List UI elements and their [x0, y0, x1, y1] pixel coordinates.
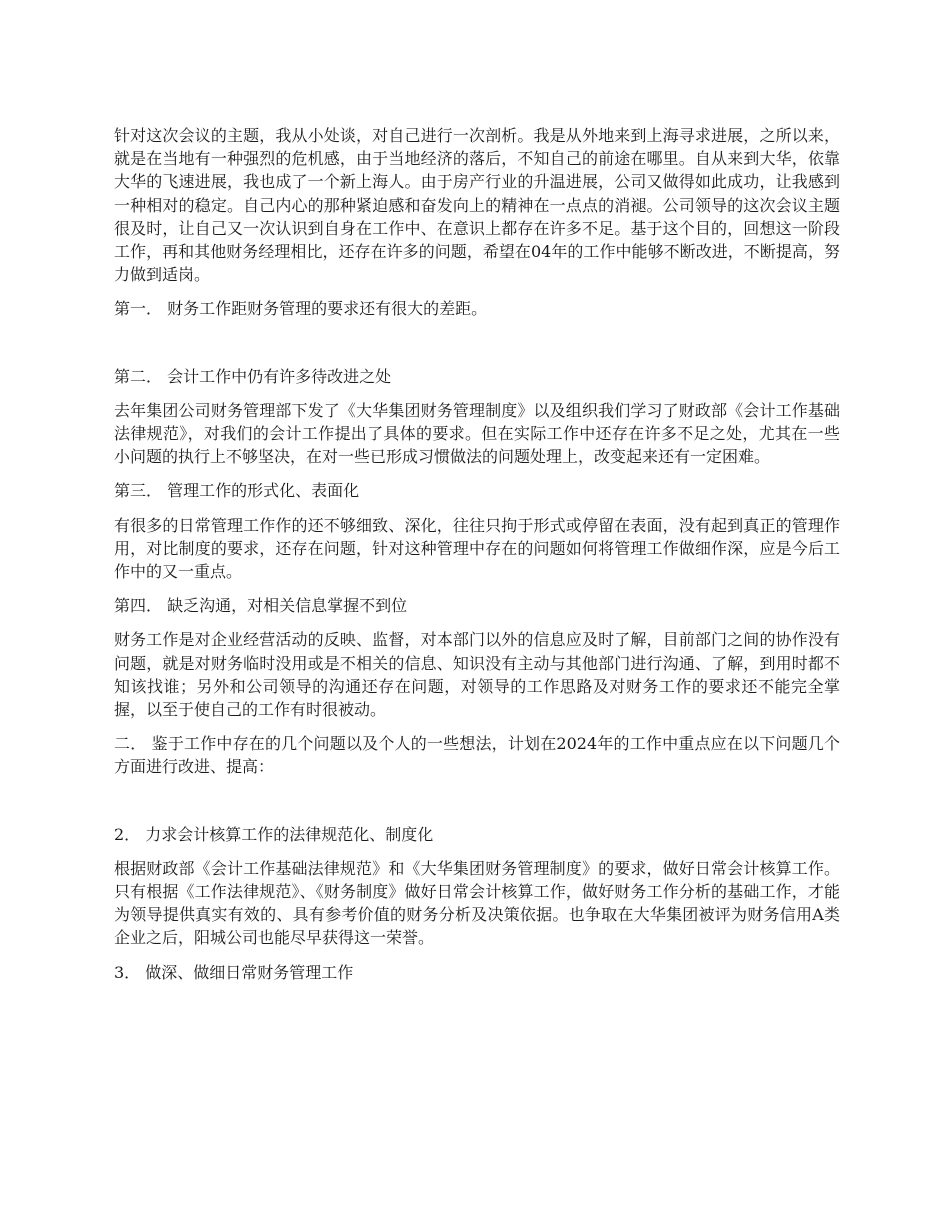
- heading-item-2: 2． 力求会计核算工作的法律规范化、制度化: [114, 824, 434, 844]
- heading-first: 第一． 财务工作距财务管理的要求还有很大的差距。: [114, 299, 488, 319]
- heading-second: 第二． 会计工作中仍有许多待改进之处: [114, 366, 392, 386]
- paragraph-fourth-body: 财务工作是对企业经营活动的反映、监督，对本部门以外的信息应及时了解，目前部门之间的协作没有问题，就是对财务临时没用或是不相关的信息、知识没有主动与其他部门进行沟通、了解，到用时都不知该找谁；另外和公司领导的沟通还存在问题，对领导的工作思路及对财务工作的要求还不能完全掌握，以至于使自己的工作有时很被动。: [114, 630, 840, 720]
- heading-third: 第三． 管理工作的形式化、表面化: [114, 481, 360, 501]
- paragraph-third-body: 有很多的日常管理工作作的还不够细致、深化，往往只拘于形式或停留在表面，没有起到真正的管理作用，对比制度的要求，还存在问题，针对这种管理中存在的问题如何将管理工作做细作深，应是今后工作中的又一重点。: [114, 515, 840, 582]
- intro-paragraph: 针对这次会议的主题，我从小处谈，对自己进行一次剖析。我是从外地来到上海寻求进展，之所以来，就是在当地有一种强烈的危机感，由于当地经济的落后，不知自己的前途在哪里。自从来到大华，依靠大华的飞速进展，我也成了一个新上海人。由于房产行业的升温进展，公司又做得如此成功，让我感到一种相对的稳定。自己内心的那种紧迫感和奋发向上的精神在一点点的消褪。公司领导的这次会议主题很及时，让自己又一次认识到自身在工作中、在意识上都存在许多不足。基于这个目的，回想这一阶段工作，再和其他财务经理相比，还存在许多的问题，希望在04年的工作中能够不断改进，不断提高，努力做到适岗。: [114, 126, 840, 285]
- document-page: [114, 124, 840, 984]
- section-two-intro: 二． 鉴于工作中存在的几个问题以及个人的一些想法，计划在2024年的工作中重点应在以下问题几个方面进行改进、提高：: [114, 734, 840, 777]
- heading-fourth: 第四． 缺乏沟通，对相关信息掌握不到位: [114, 596, 408, 616]
- heading-item-3: 3． 做深、做细日常财务管理工作: [114, 962, 354, 982]
- paragraph-second-body: 去年集团公司财务管理部下发了《大华集团财务管理制度》以及组织我们学习了财政部《会计工作基础法律规范》，对我们的会计工作提出了具体的要求。但在实际工作中还存在许多不足之处，尤其在一些小问题的执行上不够坚决，在对一些已形成习惯做法的问题处理上，改变起来还有一定困难。: [114, 400, 840, 467]
- paragraph-item-2-body: 根据财政部《会计工作基础法律规范》和《大华集团财务管理制度》的要求，做好日常会计核算工作。只有根据《工作法律规范》、《财务制度》做好日常会计核算工作，做好财务工作分析的基础工作，才能为领导提供真实有效的、具有参考价值的财务分析及决策依据。也争取在大华集团被评为财务信用A类企业之后，阳城公司也能尽早获得这一荣誉。: [114, 858, 840, 948]
